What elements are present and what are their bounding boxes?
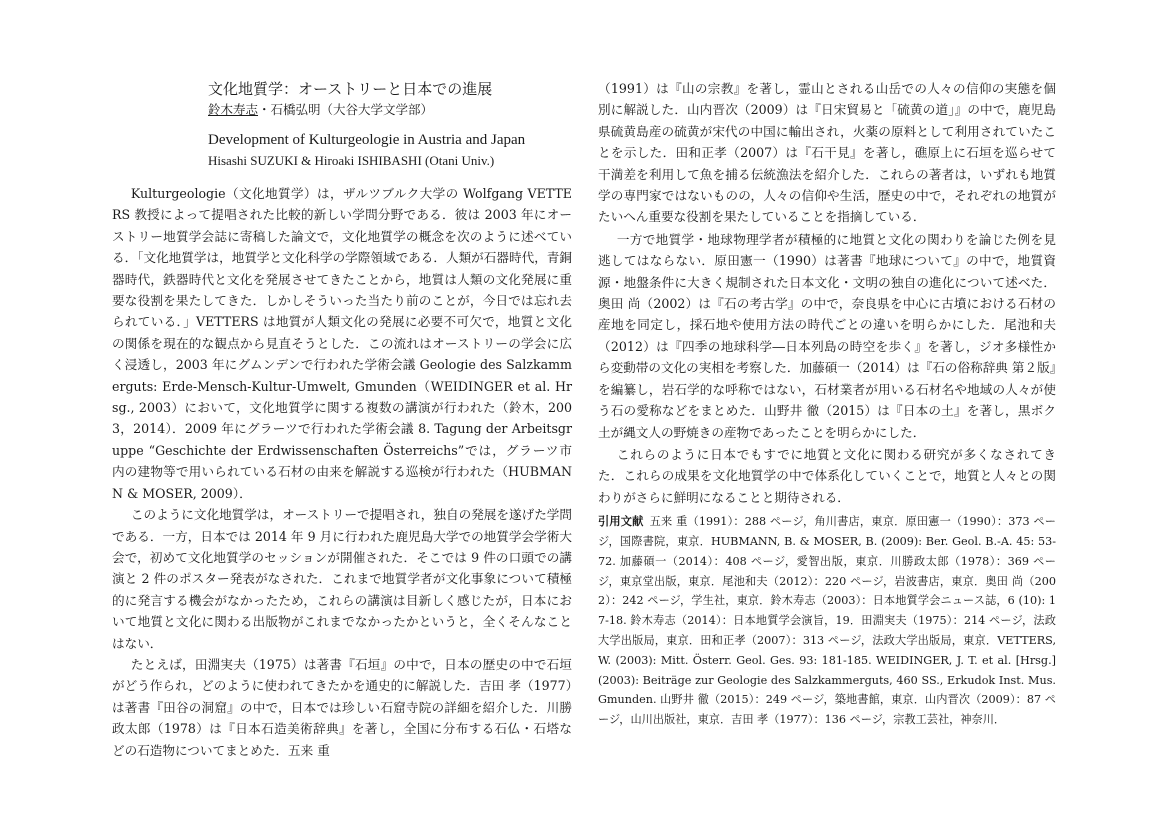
authors-japanese [208,100,572,120]
body-paragraph-4: （1991）は『山の宗教』を著し，霊山とされる山岳での人々の信仰の実態を個別に解説した．山内晋次（2009）は『日宋貿易と「硫黄の道」』の中で，鹿児島県硫黄島産の硫黄が宋代の中国に輸出され，火薬の原料として利用されていたことを示した．田和正孝（2007）は『石干見』を著し，礁原上に石垣を巡らせて干満差を利用して魚を捕る伝統漁法を紹介した．これらの著者は，いずれも地質学の専門家ではないものの，人々の信仰や生活，歴史の中で，それぞれの地質がたいへん重要な役割を果たしていることを指摘している． [598,81,1056,225]
references-heading: 引用文献 [598,515,644,529]
body-paragraph-6: これらのように日本でもすでに地質と文化に関わる研究が多くなされてきた．これらの成果を文化地質学の中で体系化していくことで，地質と人々との関わりがさらに鮮明になることと期待される． [598,446,1056,505]
body-paragraph-2: このように文化地質学は，オーストリーで提唱され，独自の発展を遂げた学問である．一方，日本では 2014 年 9 月に行われた鹿児島大学での地質学会学術大会で，初めて文化地質学のセッションが開催された．そこでは 9 件の口頭での講演と 2 件のポスター発表がなされた．これまで地質学者が文化事象について積極的に発言する機会がなかったため，これらの講演は目新しく感じたが，日本において地質と文化に関わる出版物がこれまでなかったかというと，全くそんなことはない． [112,507,572,651]
paper-title-english: Development of Kulturgeologie in Austria and Japan [208,132,526,148]
body-paragraph-3: たとえば，田淵実夫（1975）は著書『石垣』の中で，日本の歴史の中で石垣がどう作られ，どのように使われてきたかを通史的に解説した．吉田 孝（1977）は著書『田谷の洞窟』の中で，日本では珍しい石窟寺院の詳細を紹介した．川勝政太郎（1978）は『日本石造美術辞典』を著し，全国に分布する石仏・石塔などの石造物についてまとめた．五来 重 [112,656,572,758]
body-paragraph-1: Kulturgeologie（文化地質学）は，ザルツブルク大学の Wolfgang VETTERS 教授によって提唱された比較的新しい学問分野である．彼は 2003 年にオーストリー地質学会誌に寄稿した論文で，文化地質学の概念を次のように述べている．「文化地質学は，地質学と文化科学の学際領域である．人類が石器時代，青銅器時代，鉄器時代と文化を発展させてきたことから，地質は人類の文化発展に重要な役割を果たしてきた．しかしそういった当たり前のことが，今日では忘れ去られている．」VETTERS は地質が人類文化の発展に必要不可欠で，地質と文化の関係を現在的な観点から見直そうとした．この流れはオーストリーの学会に広く浸透し，2003 年にグムンデンで行われた学術会議 Geologie des Salzkammerguts: Erde-Mensch-Kultur-Umwelt, Gmunden（WEIDINGER et al. Hrsg., 2003）において，文化地質学に関する複数の講演が行われた（鈴木，2003，2014）．2009 年にグラーツで行われた学術会議 8. Tagung der Arbeitsgruppe “Geschichte der Erdwissenschaften Österreichs”では，グラーツ市内の建物等で用いられている石材の由来を解説する巡検が行われた（HUBMANN & MOSER, 2009）． [112,186,573,501]
references-section [598,512,1056,730]
left-column [112,78,572,761]
first-author-japanese: 鈴木寿志 [208,102,259,117]
body-paragraph-5: 一方で地質学・地球物理学者が積極的に地質と文化の関わりを論じた例を見逃してはならない．原田憲一（1990）は著書『地球について』の中で，地質資源・地盤条件に大きく規制された日本文化・文明の独自の進化について述べた．奥田 尚（2002）は『石の考古学』の中で，奈良県を中心に古墳における石材の産地を同定し，採石地や使用方法の時代ごとの違いを明らかにした．尾池和夫（2012）は『四季の地球科学―日本列島の時空を歩く』を著し，ジオ多様性から変動帯の文化の実相を考察した．加藤碩一（2014）は『石の俗称辞典 第２版』を編纂し，岩石学的な呼称ではない，石材業者が用いる石材名や地域の人々が使う石の愛称などをまとめた．山野井 徹（2015）は『日本の土』を著し，黒ボク土が縄文人の野焼きの産物であったことを明らかにした． [598,231,1056,440]
paper-title-japanese: 文化地質学：オーストリーと日本での進展 [208,80,493,98]
right-column [598,78,1056,730]
authors-english: Hisashi SUZUKI & Hiroaki ISHIBASHI (Otani Univ.) [208,153,495,168]
coauthors-japanese: ・石橋弘明（大谷大学文学部） [258,102,434,117]
references-list: 五来 重（1991）：288 ページ，角川書店，東京．原田憲一（1990）：373 ページ，国際書院，東京．HUBMANN, B. & MOSER, B. (2009): Ber. Geol. B.-A. 45: 53-72. 加藤碩一（2014）：408 ページ，愛智出版，東京．川勝政太郎（1978）：369 ページ，東京堂出版，東京．尾池和夫（2012）：220 ページ，岩波書店，東京．奥田 尚（2002）：242 ページ，学生社，東京．鈴木寿志（2003）：日本地質学会ニュース誌，6 (10): 17-18. 鈴木寿志（2014）：日本地質学会演旨，19．田淵実夫（1975）：214 ページ，法政大学出版局，東京．田和正孝（2007）：313 ページ，法政大学出版局，東京．VETTERS, W. (2003): Mitt. Österr. Geol. Ges. 93: 181-185. WEIDINGER, J. T. et al. [Hrsg.] (2003): Beiträge zur Geologie des Salzkammerguts, 460 SS., Erkudok Inst. Mus. Gmunden. 山野井 徹（2015）：249 ページ，築地書館，東京．山内晋次（2009）：87 ページ，山川出版社，東京．吉田 孝（1977）：136 ページ，宗教工芸社，神奈川． [598,515,1056,727]
